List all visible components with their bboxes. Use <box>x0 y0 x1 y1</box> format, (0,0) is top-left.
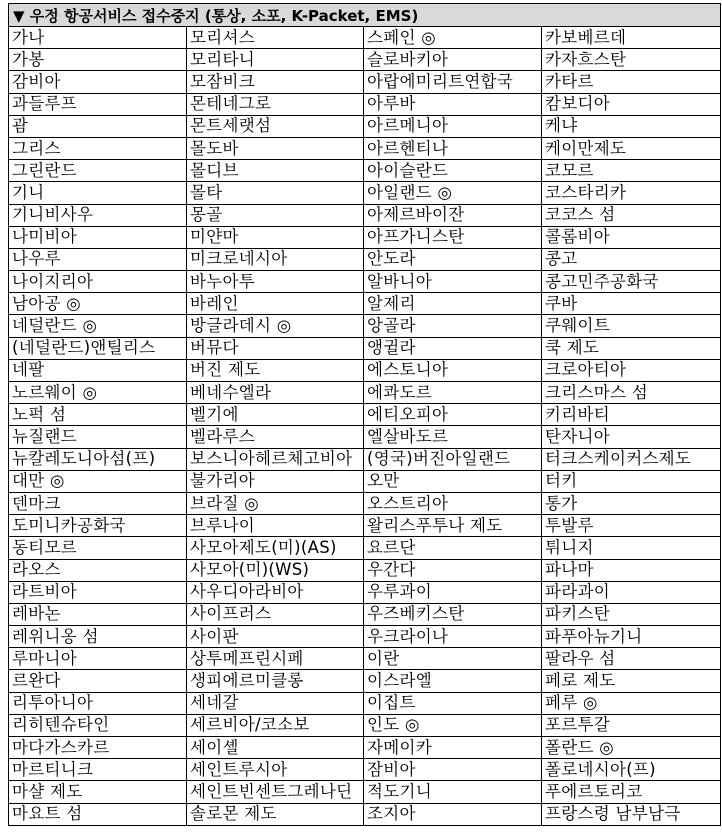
country-cell: 뉴질랜드 <box>9 426 187 448</box>
table-row <box>9 115 721 137</box>
country-cell: 가나 <box>9 27 187 49</box>
country-cell: 조지아 <box>364 803 542 825</box>
country-cell: 파나마 <box>542 559 721 581</box>
table-row <box>9 71 721 93</box>
country-cell: 우루과이 <box>364 581 542 603</box>
country-cell: 요르단 <box>364 537 542 559</box>
table-row <box>9 492 721 514</box>
country-cell: 크로아티아 <box>542 359 721 381</box>
country-cell: 미얀마 <box>187 226 364 248</box>
country-cell: 아루바 <box>364 93 542 115</box>
country-cell: 나이지리아 <box>9 271 187 293</box>
country-cell: 왈리스푸투나 제도 <box>364 515 542 537</box>
country-cell: 베네수엘라 <box>187 382 364 404</box>
country-cell: 이스라엘 <box>364 670 542 692</box>
table-row <box>9 470 721 492</box>
country-cell: 아르메니아 <box>364 115 542 137</box>
country-cell: 투발루 <box>542 515 721 537</box>
country-cell: 코모르 <box>542 160 721 182</box>
country-cell: 레바논 <box>9 603 187 625</box>
country-cell: 대만 ◎ <box>9 470 187 492</box>
country-cell: 마다가스카르 <box>9 737 187 759</box>
country-cell: 에티오피아 <box>364 404 542 426</box>
table-row <box>9 581 721 603</box>
country-cell: 튀니지 <box>542 537 721 559</box>
country-cell: 잠비아 <box>364 759 542 781</box>
table-row <box>9 803 721 825</box>
table-row <box>9 27 721 49</box>
country-cell: 네덜란드 ◎ <box>9 315 187 337</box>
country-cell: 사모아(미)(WS) <box>187 559 364 581</box>
country-cell: 케이만제도 <box>542 137 721 159</box>
table-row <box>9 226 721 248</box>
country-cell: 벨기에 <box>187 404 364 426</box>
country-cell: 통가 <box>542 492 721 514</box>
country-cell: 키리바티 <box>542 404 721 426</box>
country-cell: 푸에르토리코 <box>542 781 721 803</box>
country-cell: 안도라 <box>364 248 542 270</box>
country-cell: 이집트 <box>364 692 542 714</box>
country-cell: 바레인 <box>187 293 364 315</box>
country-cell: 파키스탄 <box>542 603 721 625</box>
country-cell: 세인트루시아 <box>187 759 364 781</box>
country-cell: 캄보디아 <box>542 93 721 115</box>
country-cell: 모리타니 <box>187 49 364 71</box>
suspension-notice <box>8 3 720 826</box>
table-row <box>9 271 721 293</box>
country-cell: 마르티니크 <box>9 759 187 781</box>
table-row <box>9 648 721 670</box>
table-body <box>9 27 721 826</box>
table-row <box>9 626 721 648</box>
country-cell: 알바니아 <box>364 271 542 293</box>
country-cell: 파푸아뉴기니 <box>542 626 721 648</box>
country-cell: 사이판 <box>187 626 364 648</box>
country-cell: 브루나이 <box>187 515 364 537</box>
table-row <box>9 137 721 159</box>
country-cell: 에콰도르 <box>364 382 542 404</box>
country-cell: 터키 <box>542 470 721 492</box>
country-cell: 우크라이나 <box>364 626 542 648</box>
table-row <box>9 382 721 404</box>
country-cell: 탄자니아 <box>542 426 721 448</box>
country-cell: 세르비아/코소보 <box>187 714 364 736</box>
country-cell: 버뮤다 <box>187 337 364 359</box>
country-table <box>8 3 721 826</box>
country-cell: 생피에르미클롱 <box>187 670 364 692</box>
country-cell: 콩고 <box>542 248 721 270</box>
country-cell: 사모아제도(미)(AS) <box>187 537 364 559</box>
country-cell: 덴마크 <box>9 492 187 514</box>
table-row <box>9 781 721 803</box>
country-cell: 폴로네시아(프) <box>542 759 721 781</box>
country-cell: 에스토니아 <box>364 359 542 381</box>
country-cell: 세네갈 <box>187 692 364 714</box>
country-cell: 몰타 <box>187 182 364 204</box>
country-cell: 감비아 <box>9 71 187 93</box>
country-cell: 라오스 <box>9 559 187 581</box>
country-cell: 리히텐슈타인 <box>9 714 187 736</box>
country-cell: 콩고민주공화국 <box>542 271 721 293</box>
country-cell: 오스트리아 <box>364 492 542 514</box>
country-cell: 포르투갈 <box>542 714 721 736</box>
country-cell: 방글라데시 ◎ <box>187 315 364 337</box>
country-cell: 쿠웨이트 <box>542 315 721 337</box>
country-cell: 솔로몬 제도 <box>187 803 364 825</box>
country-cell: 몬트세랫섬 <box>187 115 364 137</box>
table-title-text: 우정 항공서비스 접수중지 (통상, 소포, K-Packet, EMS) <box>29 6 419 25</box>
country-cell: 페루 ◎ <box>542 692 721 714</box>
country-cell: 루마니아 <box>9 648 187 670</box>
table-row <box>9 670 721 692</box>
country-cell: 상투메프린시페 <box>187 648 364 670</box>
country-cell: 사우디아라비아 <box>187 581 364 603</box>
country-cell: 인도 ◎ <box>364 714 542 736</box>
country-cell: 그린란드 <box>9 160 187 182</box>
country-cell: 동티모르 <box>9 537 187 559</box>
country-cell: 우즈베키스탄 <box>364 603 542 625</box>
country-cell: (영국)버진아일랜드 <box>364 448 542 470</box>
country-cell: 카타르 <box>542 71 721 93</box>
country-cell: 슬로바키아 <box>364 49 542 71</box>
country-cell: 벨라루스 <box>187 426 364 448</box>
table-header-row <box>9 4 721 27</box>
table-row <box>9 204 721 226</box>
table-row <box>9 293 721 315</box>
country-cell: 몰도바 <box>187 137 364 159</box>
country-cell: 그리스 <box>9 137 187 159</box>
country-cell: 남아공 ◎ <box>9 293 187 315</box>
country-cell: 폴란드 ◎ <box>542 737 721 759</box>
table-row <box>9 337 721 359</box>
country-cell: 네팔 <box>9 359 187 381</box>
table-row <box>9 537 721 559</box>
country-cell: 케냐 <box>542 115 721 137</box>
country-cell: 터크스케이커스제도 <box>542 448 721 470</box>
table-row <box>9 160 721 182</box>
country-cell: 세이셸 <box>187 737 364 759</box>
country-cell: 프랑스령 남부남극 <box>542 803 721 825</box>
country-cell: 카자흐스탄 <box>542 49 721 71</box>
country-cell: 뉴칼레도니아섬(프) <box>9 448 187 470</box>
table-row <box>9 359 721 381</box>
country-cell: 몽골 <box>187 204 364 226</box>
table-row <box>9 182 721 204</box>
country-cell: 레위니옹 섬 <box>9 626 187 648</box>
triangle-down-icon: ▼ <box>13 6 25 25</box>
country-cell: 코스타리카 <box>542 182 721 204</box>
country-cell: 파라과이 <box>542 581 721 603</box>
country-cell: 엘살바도르 <box>364 426 542 448</box>
country-cell: 마샬 제도 <box>9 781 187 803</box>
country-cell: 바누아투 <box>187 271 364 293</box>
country-cell: 아일랜드 ◎ <box>364 182 542 204</box>
country-cell: (네덜란드)앤틸리스 <box>9 337 187 359</box>
table-row <box>9 603 721 625</box>
country-cell: 도미니카공화국 <box>9 515 187 537</box>
country-cell: 페로 제도 <box>542 670 721 692</box>
country-cell: 나미비아 <box>9 226 187 248</box>
country-cell: 자메이카 <box>364 737 542 759</box>
country-cell: 쿠바 <box>542 293 721 315</box>
country-cell: 스페인 ◎ <box>364 27 542 49</box>
country-cell: 아르헨티나 <box>364 137 542 159</box>
country-cell: 사이프러스 <box>187 603 364 625</box>
country-cell: 아제르바이잔 <box>364 204 542 226</box>
country-cell: 기니 <box>9 182 187 204</box>
table-row <box>9 93 721 115</box>
country-cell: 쿡 제도 <box>542 337 721 359</box>
country-cell: 크리스마스 섬 <box>542 382 721 404</box>
country-cell: 과들루프 <box>9 93 187 115</box>
country-cell: 앵귈라 <box>364 337 542 359</box>
table-row <box>9 692 721 714</box>
country-cell: 아프가니스탄 <box>364 226 542 248</box>
country-cell: 알제리 <box>364 293 542 315</box>
table-row <box>9 559 721 581</box>
country-cell: 가봉 <box>9 49 187 71</box>
table-row <box>9 515 721 537</box>
country-cell: 괌 <box>9 115 187 137</box>
country-cell: 앙골라 <box>364 315 542 337</box>
country-cell: 이란 <box>364 648 542 670</box>
country-cell: 모잠비크 <box>187 71 364 93</box>
table-row <box>9 315 721 337</box>
country-cell: 불가리아 <box>187 470 364 492</box>
country-cell: 노퍽 섬 <box>9 404 187 426</box>
country-cell: 오만 <box>364 470 542 492</box>
country-cell: 팔라우 섬 <box>542 648 721 670</box>
country-cell: 세인트빈센트그레나딘 <box>187 781 364 803</box>
country-cell: 카보베르데 <box>542 27 721 49</box>
country-cell: 코코스 섬 <box>542 204 721 226</box>
country-cell: 르완다 <box>9 670 187 692</box>
country-cell: 노르웨이 ◎ <box>9 382 187 404</box>
table-row <box>9 448 721 470</box>
table-row <box>9 737 721 759</box>
country-cell: 리투아니아 <box>9 692 187 714</box>
table-row <box>9 426 721 448</box>
country-cell: 나우루 <box>9 248 187 270</box>
country-cell: 브라질 ◎ <box>187 492 364 514</box>
country-cell: 마요트 섬 <box>9 803 187 825</box>
country-cell: 콜롬비아 <box>542 226 721 248</box>
table-row <box>9 49 721 71</box>
table-title <box>9 4 721 27</box>
country-cell: 보스니아헤르체고비아 <box>187 448 364 470</box>
table-row <box>9 759 721 781</box>
table-row <box>9 248 721 270</box>
table-row <box>9 404 721 426</box>
country-cell: 아랍에미리트연합국 <box>364 71 542 93</box>
country-cell: 적도기니 <box>364 781 542 803</box>
country-cell: 라트비아 <box>9 581 187 603</box>
country-cell: 몬테네그로 <box>187 93 364 115</box>
country-cell: 몰디브 <box>187 160 364 182</box>
country-cell: 우간다 <box>364 559 542 581</box>
country-cell: 미크로네시아 <box>187 248 364 270</box>
country-cell: 버진 제도 <box>187 359 364 381</box>
table-row <box>9 714 721 736</box>
country-cell: 모리셔스 <box>187 27 364 49</box>
country-cell: 아이슬란드 <box>364 160 542 182</box>
country-cell: 기니비사우 <box>9 204 187 226</box>
